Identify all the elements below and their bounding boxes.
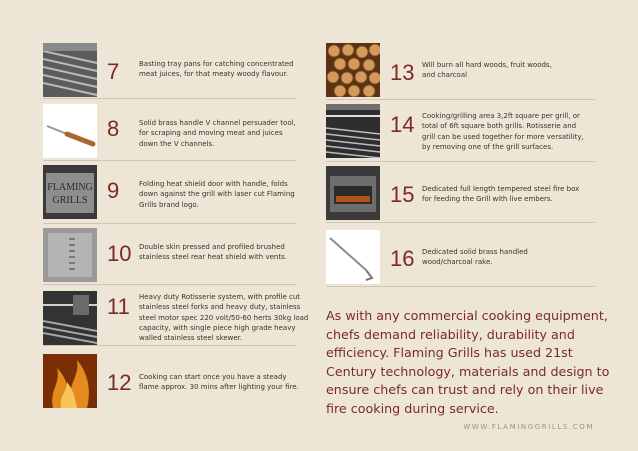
feature-description: Dedicated solid brass handled wood/charcoal rake. bbox=[422, 248, 528, 267]
fire-box-icon bbox=[326, 166, 380, 220]
feature-number: 16 bbox=[390, 246, 415, 271]
firewood-icon bbox=[326, 43, 380, 97]
rotisserie-icon bbox=[43, 291, 97, 345]
feature-number: 15 bbox=[390, 182, 415, 207]
feature-description: Solid brass handle V channel persuader tool, for scraping and moving meat and juices down the V channels. bbox=[139, 119, 296, 148]
feature-7 bbox=[43, 43, 296, 99]
flame-icon bbox=[43, 354, 97, 408]
rake-icon bbox=[326, 230, 380, 284]
feature-15 bbox=[326, 166, 595, 223]
feature-8 bbox=[43, 104, 296, 161]
feature-description: Basting tray pans for catching concentrated meat juices, for that meaty woody flavour. bbox=[139, 60, 294, 79]
feature-description: Heavy duty Rotisserie system, with profile cut stainless steel forks and heavy duty, stainless steel motor spec 220 volt/50-60 herts 30kg load capacity, with single piece high grade heavy walled stainless steel skewer. bbox=[139, 293, 309, 343]
feature-9 bbox=[43, 165, 296, 224]
feature-number: 9 bbox=[107, 178, 120, 203]
feature-number: 14 bbox=[390, 112, 415, 137]
feature-description: Cooking can start once you have a steady flame approx. 30 mins after lighting your fire. bbox=[139, 373, 299, 392]
feature-14 bbox=[326, 104, 595, 162]
feature-10 bbox=[43, 228, 296, 285]
feature-description: Will burn all hard woods, fruit woods, and charcoal bbox=[422, 61, 552, 80]
feature-number: 8 bbox=[107, 116, 120, 141]
website-url[interactable]: WWW.FLAMINGGRILLS.COM bbox=[463, 423, 594, 431]
feature-13 bbox=[326, 43, 595, 100]
heat-shield-door-icon bbox=[43, 165, 97, 219]
grill-surface-icon bbox=[326, 104, 380, 158]
feature-number: 10 bbox=[107, 241, 132, 266]
logo-text-flaming: FLAMING bbox=[47, 182, 93, 193]
feature-description: Double skin pressed and profiled brushed stainless steel rear heat shield with vents. bbox=[139, 243, 287, 262]
feature-11 bbox=[43, 291, 309, 346]
logo-text-grills: GRILLS bbox=[52, 195, 88, 206]
feature-description: Folding heat shield door with handle, folds down against the grill with laser cut Flaming Grills brand logo. bbox=[139, 180, 295, 209]
rear-heat-shield-icon bbox=[43, 228, 97, 282]
feature-12 bbox=[43, 354, 299, 408]
basting-tray-icon bbox=[43, 43, 97, 97]
feature-number: 7 bbox=[107, 59, 120, 84]
feature-number: 12 bbox=[107, 370, 132, 395]
quote-text: As with any commercial cooking equipment, chefs demand reliability, durability and efficiency. Flaming Grills has used 21st Century technology, materials and design to ensure chefs can trust and rely on their live fire cooking during service. bbox=[326, 308, 610, 416]
feature-16 bbox=[326, 230, 595, 287]
feature-number: 11 bbox=[107, 294, 130, 319]
feature-description: Dedicated full length tempered steel fire box for feeding the Grill with live embers. bbox=[422, 185, 580, 204]
persuader-tool-icon bbox=[43, 104, 97, 158]
feature-description: Cooking/grilling area 3,2ft square per grill, or total of 6ft square both grills. Rotisserie and grill can be used together for more versatility, by removing one of the grill surfaces. bbox=[422, 112, 584, 151]
feature-number: 13 bbox=[390, 60, 415, 85]
